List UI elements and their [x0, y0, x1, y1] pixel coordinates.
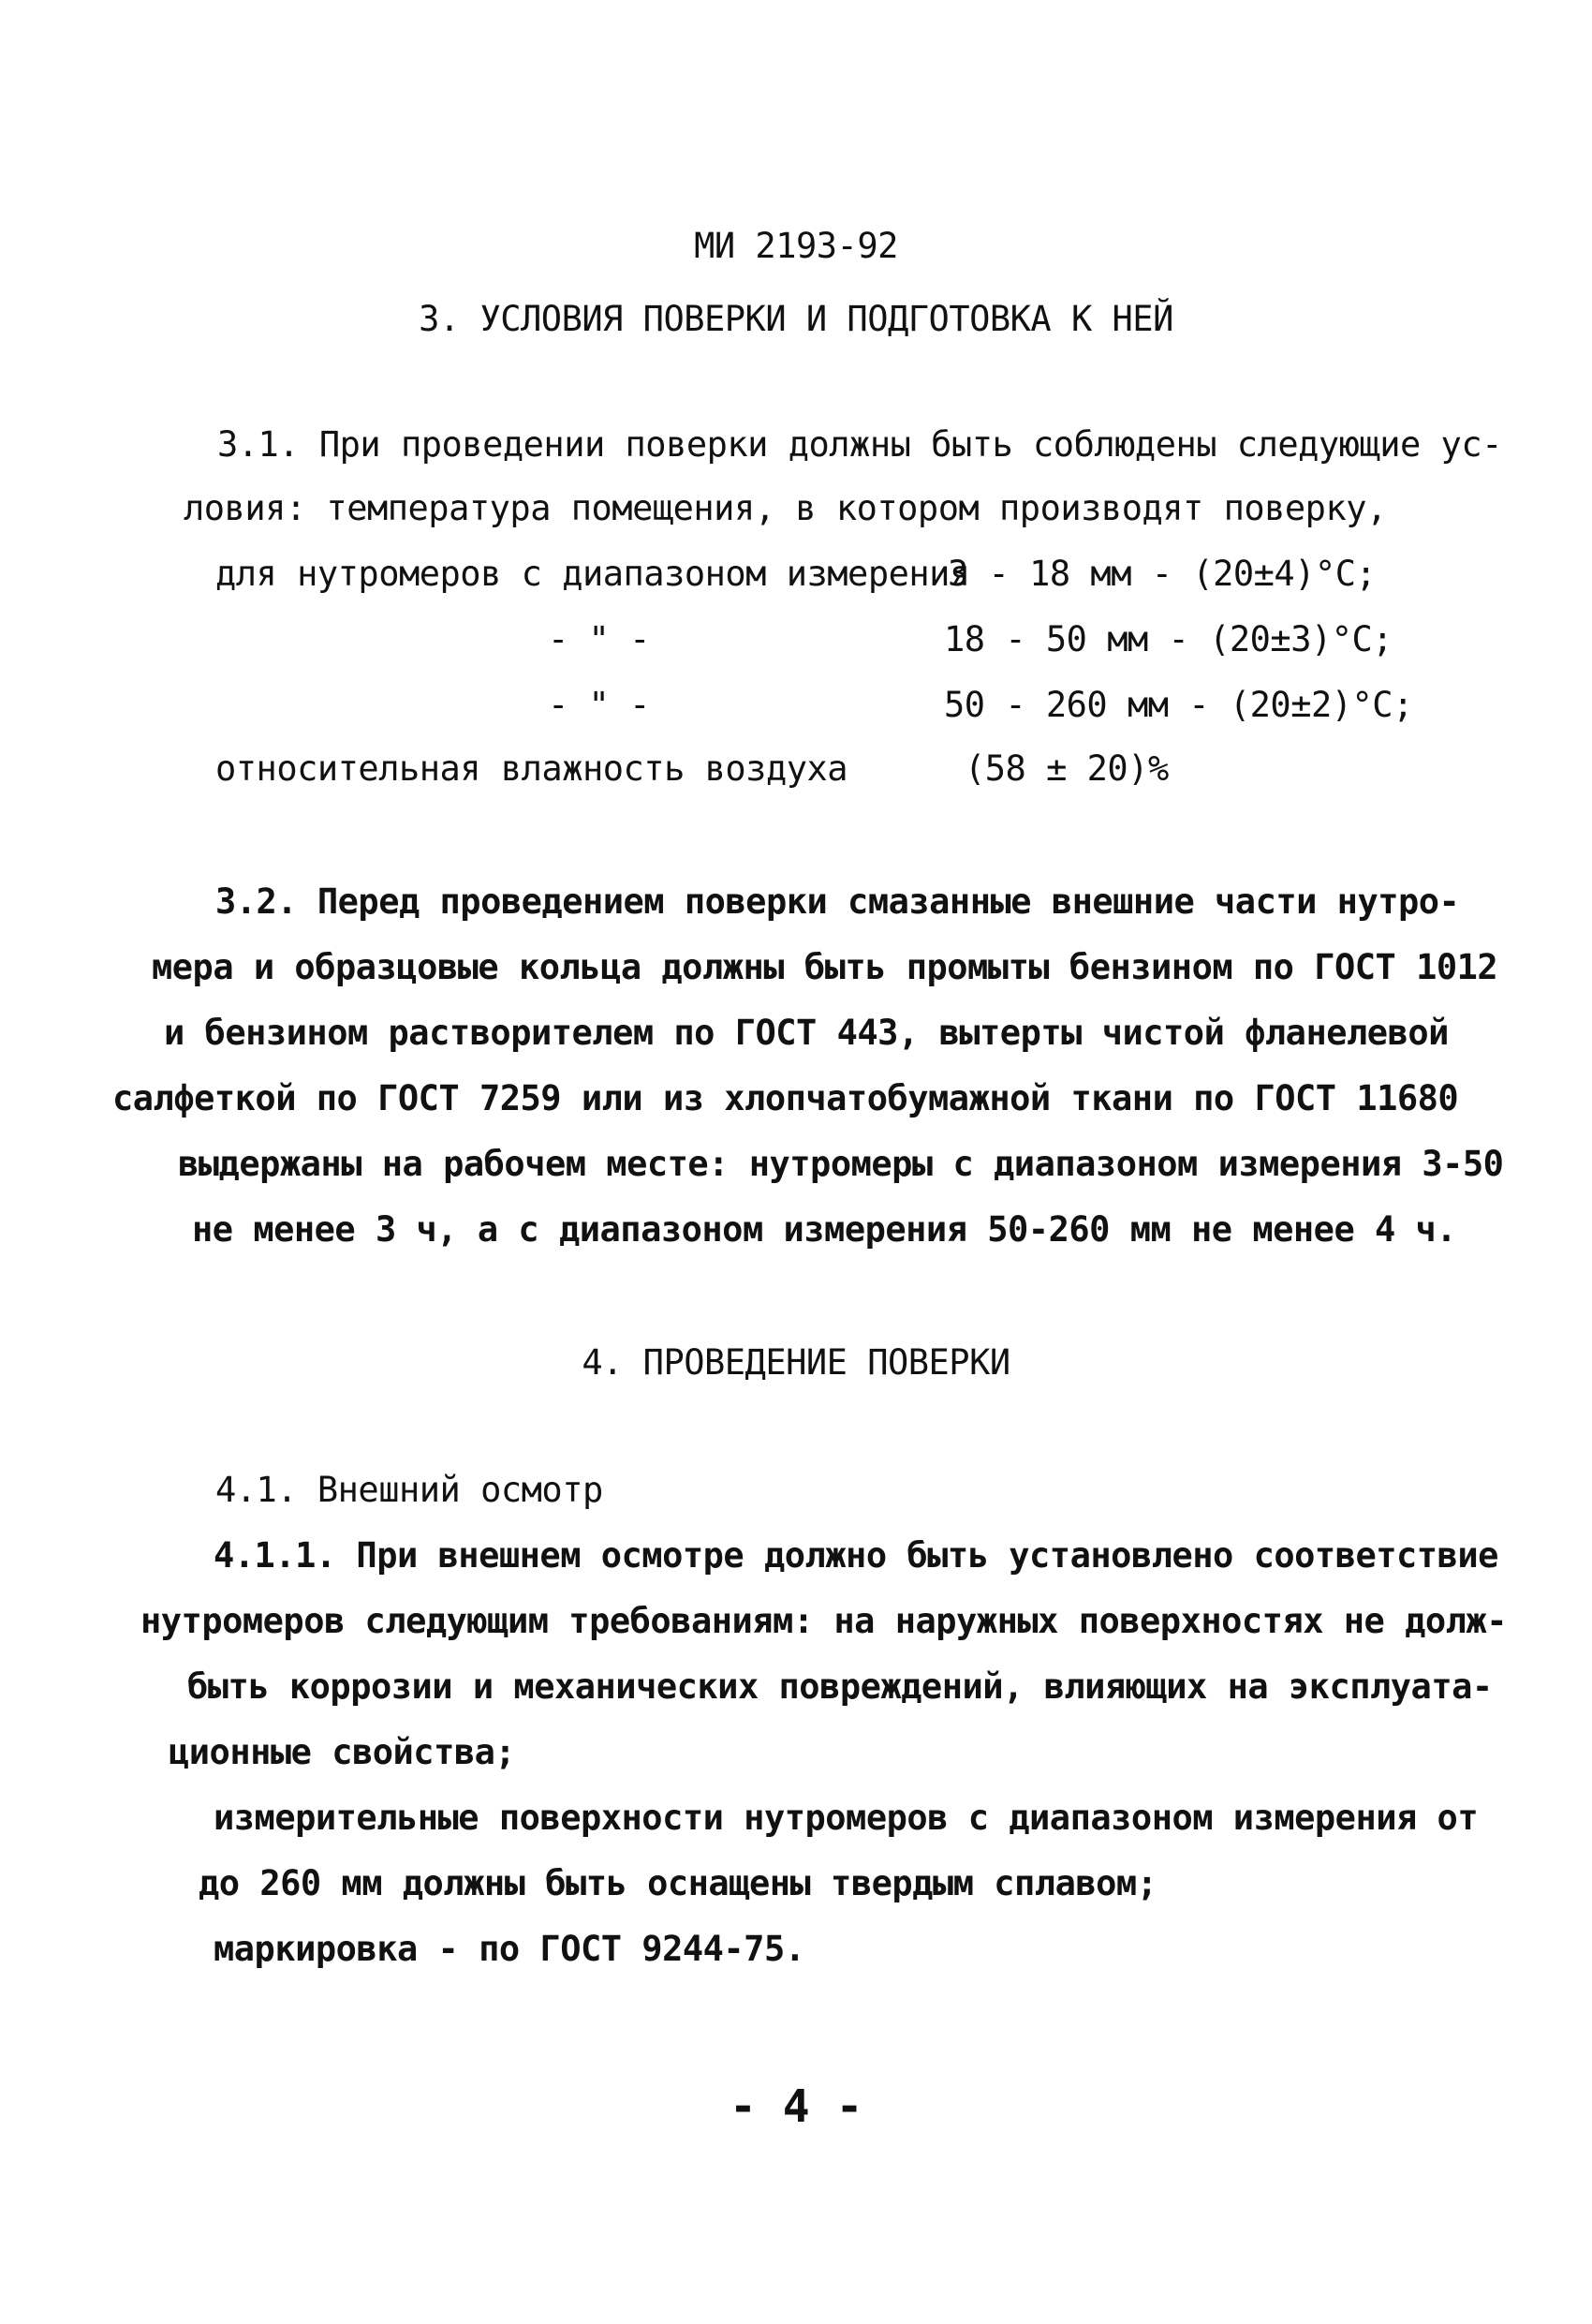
temperature-row-3-value: 50 - 260 мм - (20±2)°С;	[944, 685, 1413, 725]
temperature-row-1-label: для нутромеров с диапазоном измерения	[215, 554, 970, 594]
temperature-row-2-value: 18 - 50 мм - (20±3)°С;	[944, 619, 1393, 659]
section-3-title: 3. УСЛОВИЯ ПОВЕРКИ И ПОДГОТОВКА К НЕЙ	[419, 299, 1173, 339]
section-4-title: 4. ПРОВЕДЕНИЕ ПОВЕРКИ	[582, 1342, 1010, 1383]
paragraph-4-1-1-line-3: быть коррозии и механических повреждений, влияющих на эксплуата-	[187, 1666, 1493, 1707]
paragraph-3-2-line-2: мера и образцовые кольца должны быть промыты бензином по ГОСТ 1012	[152, 947, 1498, 987]
paragraph-3-2-line-3: и бензином растворителем по ГОСТ 443, вытерты чистой фланелевой	[164, 1013, 1449, 1053]
paragraph-3-1-line-1: 3.1. При проведении поверки должны быть соблюдены следующие ус-	[217, 424, 1502, 465]
paragraph-4-1-1-line-4: ционные свойства;	[169, 1732, 516, 1772]
paragraph-3-2-line-1: 3.2. Перед проведением поверки смазанные внешние части нутро-	[215, 881, 1460, 922]
paragraph-4-1-1-line-5: измерительные поверхности нутромеров с диапазоном измерения от	[214, 1798, 1479, 1838]
paragraph-4-1-1-line-7: маркировка - по ГОСТ 9244-75.	[214, 1929, 805, 1969]
subsection-4-1-title: 4.1. Внешний осмотр	[215, 1470, 603, 1510]
paragraph-4-1-1-line-6: до 260 мм должны быть оснащены твердым сплавом;	[199, 1863, 1157, 1903]
humidity-label: относительная влажность воздуха	[215, 748, 848, 789]
temperature-row-2-label: - " -	[548, 619, 650, 659]
humidity-value: (58 ± 20)%	[965, 748, 1169, 789]
document-code: МИ 2193-92	[694, 226, 898, 266]
page-number: - 4 -	[730, 2080, 862, 2133]
paragraph-3-2-line-4: салфеткой по ГОСТ 7259 или из хлопчатобумажной ткани по ГОСТ 11680	[112, 1078, 1459, 1118]
paragraph-4-1-1-line-2: нутромеров следующим требованиям: на наружных поверхностях не долж-	[140, 1601, 1507, 1641]
temperature-row-3-label: - " -	[548, 685, 650, 725]
paragraph-4-1-1-line-1: 4.1.1. При внешнем осмотре должно быть установлено соответствие	[214, 1535, 1498, 1576]
paragraph-3-2-line-6: не менее 3 ч, а с диапазоном измерения 50-260 мм не менее 4 ч.	[192, 1209, 1457, 1250]
temperature-row-1-value: 3 - 18 мм - (20±4)°С;	[948, 554, 1377, 594]
paragraph-3-2-line-5: выдержаны на рабочем месте: нутромеры с диапазоном измерения 3-50	[178, 1144, 1504, 1184]
paragraph-3-1-line-2: ловия: температура помещения, в котором производят поверку,	[184, 488, 1387, 528]
